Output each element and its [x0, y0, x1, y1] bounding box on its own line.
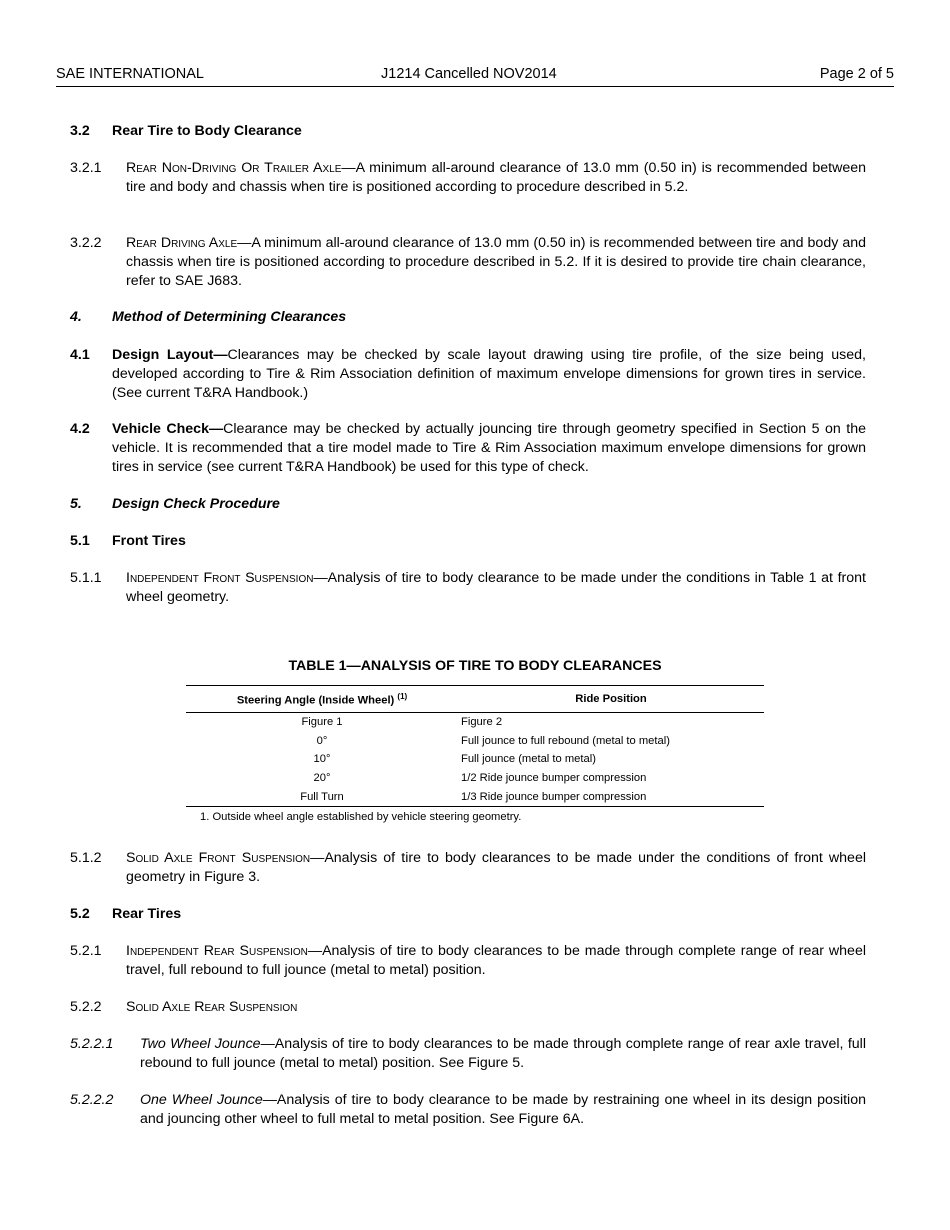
section-4-heading: [70, 308, 866, 327]
paragraph-number: 5.2.2: [70, 999, 102, 1015]
table-cell-angle: Full Turn: [300, 790, 344, 803]
paragraph-text: —A minimum all-around clearance of 13.0 mm (0.50 in) is recommended between tire and body and chassis when tire is positioned according to procedure described in 5.2.: [126, 160, 867, 195]
section-number: 5.: [70, 496, 82, 512]
paragraph-5-1-1: [70, 569, 866, 607]
section-number: 3.2: [70, 123, 90, 139]
paragraph-text: —A minimum all-around clearance of 13.0 mm (0.50 in) is recommended between tire and body and chassis when tire is positioned according to procedure described in 5.2. If it is desired to provide tire chain clearance, refer to SAE J683.: [126, 235, 866, 289]
table-row: [186, 769, 764, 788]
paragraph-term: Design Layout—: [112, 347, 228, 363]
page-header: [56, 66, 894, 87]
table-cell-angle: 20°: [313, 772, 331, 785]
paragraph-5-2-2-1: [70, 1035, 866, 1073]
section-5-2-heading: [70, 905, 866, 924]
paragraph-text: —Analysis of tire to body clearances to be made under the conditions of front wheel geometry in Figure 3.: [126, 850, 866, 885]
paragraph-term: Two Wheel Jounce: [140, 1036, 261, 1052]
table-cell-position: Full jounce to full rebound (metal to metal): [461, 734, 670, 747]
paragraph-number: 3.2.1: [70, 160, 102, 176]
table-header-footnote-ref: (1): [397, 691, 408, 701]
table-row: [186, 713, 764, 732]
header-page-number: Page 2 of 5: [819, 66, 894, 82]
paragraph-text: Clearance may be checked by actually jouncing tire through geometry specified in Section 5 on the vehicle. It is recommended that a tire model made to Tire & Rim Association maximum envelope dimensions for grown tires in service (see current T&RA Handbook) be used for this type of check.: [112, 421, 866, 475]
paragraph-4-2: [70, 420, 866, 477]
table-cell-position: 1/2 Ride jounce bumper compression: [461, 772, 647, 785]
paragraph-3-2-1: [70, 159, 866, 197]
paragraph-term: Rear Driving Axle: [126, 235, 238, 251]
paragraph-5-1-2: [70, 849, 866, 887]
table-header-steering-angle: Steering Angle (Inside Wheel) $^{(1)}$: [186, 686, 458, 713]
table-cell-position: 1/3 Ride jounce bumper compression: [461, 790, 647, 803]
paragraph-number: 5.2.2.2: [70, 1092, 114, 1108]
section-title: Design Check Procedure: [112, 496, 280, 512]
paragraph-term: Vehicle Check—: [112, 421, 224, 437]
table-1-footnote: 1. Outside wheel angle established by vehicle steering geometry.: [200, 811, 522, 823]
section-5-1-heading: [70, 532, 866, 551]
table-cell-position: Full jounce (metal to metal): [461, 753, 596, 766]
paragraph-5-2-1: [70, 942, 866, 980]
section-number: 5.2: [70, 906, 90, 922]
section-5-heading: [70, 495, 866, 514]
header-document-id: J1214 Cancelled NOV2014: [381, 66, 557, 82]
table-cell-angle: Figure 1: [301, 716, 343, 729]
header-organization: SAE INTERNATIONAL: [56, 66, 204, 82]
paragraph-term: Solid Axle Front Suspension: [126, 850, 311, 866]
paragraph-number: 4.2: [70, 421, 90, 437]
section-number: 5.1: [70, 533, 90, 549]
table-1: [186, 685, 764, 807]
paragraph-term: Rear Non-Driving Or Trailer Axle: [126, 160, 342, 176]
section-number: 4.: [70, 309, 82, 325]
table-row: [186, 750, 764, 769]
paragraph-text: —Analysis of tire to body clearance to be made under the conditions in Table 1 at front wheel geometry.: [126, 570, 866, 605]
section-title: Method of Determining Clearances: [112, 309, 347, 325]
paragraph-number: 3.2.2: [70, 235, 102, 251]
paragraph-text: —Analysis of tire to body clearances to be made through complete range of rear axle travel, full rebound to full jounce (metal to metal) position. See Figure 5.: [140, 1036, 866, 1071]
section-title: Rear Tires: [112, 906, 182, 922]
paragraph-text: —Analysis of tire to body clearance to be made by restraining one wheel in its design position and jouncing other wheel to full metal to metal position. See Figure 6A.: [140, 1092, 866, 1127]
paragraph-number: 5.1.1: [70, 570, 102, 586]
table-cell-position: Figure 2: [461, 716, 503, 729]
table-1-title: TABLE 1—ANALYSIS OF TIRE TO BODY CLEARANCES: [288, 658, 662, 674]
paragraph-number: 5.2.1: [70, 943, 102, 959]
table-cell-angle: 0°: [316, 734, 328, 747]
paragraph-term: Solid Axle Rear Suspension: [126, 999, 298, 1015]
paragraph-text: Clearances may be checked by scale layout drawing using tire profile, of the size being used, developed according to Tire & Rim Association definition of maximum envelope dimensions for grown tires in service. (See current T&RA Handbook.): [112, 347, 866, 401]
table-row: [186, 787, 764, 806]
paragraph-5-2-2-2: [70, 1091, 866, 1129]
table-row: [186, 732, 764, 751]
paragraph-term: Independent Front Suspension: [126, 570, 314, 586]
paragraph-number: 5.2.2.1: [70, 1036, 114, 1052]
table-cell-angle: 10°: [313, 753, 331, 766]
paragraph-text: —Analysis of tire to body clearances to be made through complete range of rear wheel travel, full rebound to full jounce (metal to metal) position.: [126, 943, 866, 978]
paragraph-number: 4.1: [70, 347, 90, 363]
section-3-2-heading: [70, 122, 866, 141]
paragraph-term: Independent Rear Suspension: [126, 943, 308, 959]
section-title: Front Tires: [112, 533, 186, 549]
paragraph-number: 5.1.2: [70, 850, 102, 866]
paragraph-5-2-2: [70, 998, 866, 1017]
paragraph-4-1: [70, 346, 866, 403]
paragraph-3-2-2: [70, 234, 866, 291]
table-header-ride-position: Ride Position: [458, 686, 764, 713]
paragraph-term: One Wheel Jounce: [140, 1092, 263, 1108]
section-title: Rear Tire to Body Clearance: [112, 123, 302, 139]
